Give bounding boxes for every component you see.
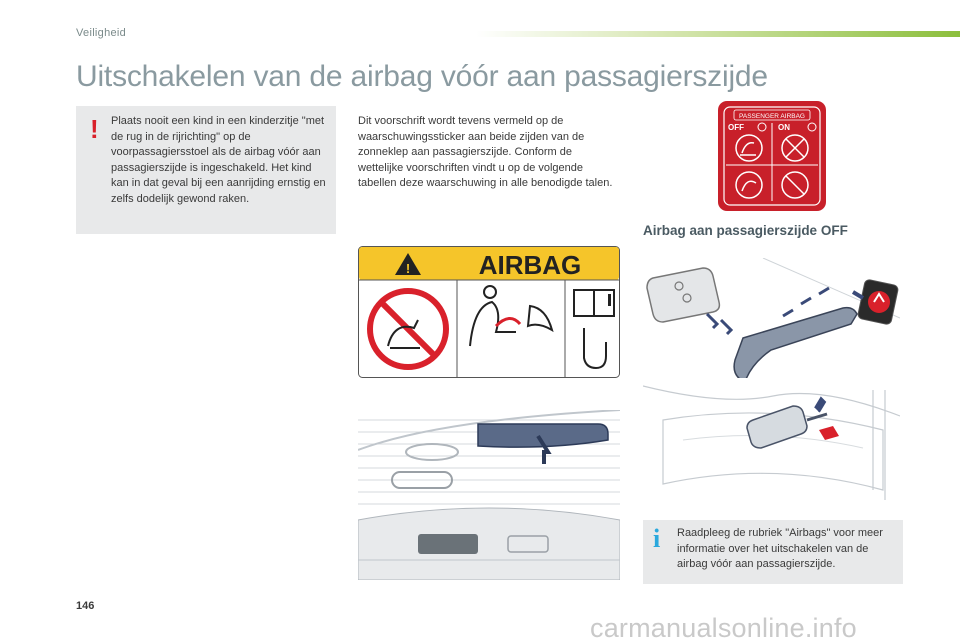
sticker-off-label: OFF <box>728 123 744 132</box>
header-accent-bar <box>476 31 960 37</box>
svg-text:!: ! <box>405 261 411 276</box>
sticker-on-label: ON <box>778 123 790 132</box>
key-switch-illustration <box>643 258 900 378</box>
info-icon: i <box>653 524 661 553</box>
passenger-airbag-sticker <box>718 101 826 211</box>
key-blade <box>734 308 857 378</box>
airbag-label-text: AIRBAG <box>478 250 582 280</box>
airbag-warning-label <box>358 246 620 378</box>
section-label: Veiligheid <box>76 27 127 39</box>
info-text: Raadpleeg de rubriek "Airbags" voor meer informatie over het uitschakelen van de airbag vóór aan passagierszijde. <box>677 527 883 570</box>
center-display <box>418 534 478 554</box>
glovebox-illustration <box>643 380 900 512</box>
dashboard <box>358 508 620 580</box>
warning-box <box>76 106 336 234</box>
motion-arrow-icon <box>707 314 731 334</box>
windshield-sunvisor-illustration <box>358 410 620 580</box>
warning-text: Plaats nooit een kind in een kinderzitje "met de rug in de rijrichting" op de voorpassagiersstoel als de airbag vóór aan passagierszijde is ingeschakeld. Het kind kan in dat geval bij een aanrijding ernstig en zelfs dodelijk gewond raken. <box>111 115 326 205</box>
page-number: 146 <box>76 600 95 612</box>
subheading-airbag-off: Airbag aan passagierszijde OFF <box>643 223 848 238</box>
info-box <box>643 520 903 584</box>
exclamation-icon: ! <box>90 114 99 144</box>
body-paragraph: Dit voorschrift wordt tevens vermeld op de waarschuwingssticker aan beide zijden van de zonneklep aan passagierszijde. Conform de wettelijke voorschriften vindt u op de volgende tabellen deze waarschuwing in alle benodigde talen. <box>358 115 613 189</box>
page-title: Uitschakelen van de airbag vóór aan passagierszijde <box>76 60 768 93</box>
watermark: carmanualsonline.info <box>590 613 857 643</box>
insert-arrow-icon <box>815 398 825 412</box>
sticker-title: PASSENGER AIRBAG <box>739 113 805 120</box>
